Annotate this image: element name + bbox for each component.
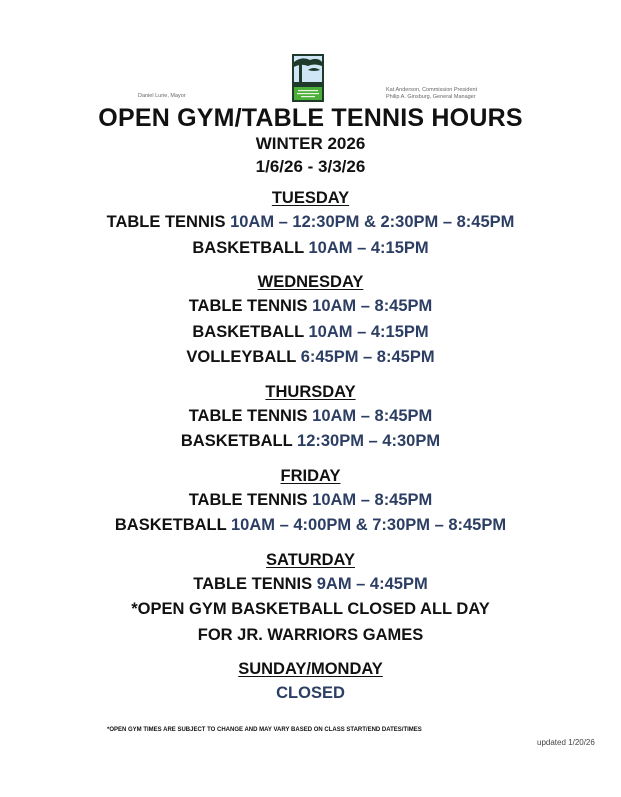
schedule-row: VOLLEYBALL 6:45PM – 8:45PM — [186, 348, 435, 366]
page-title: OPEN GYM/TABLE TENNIS HOURS — [98, 104, 523, 132]
schedule-row: TABLE TENNIS 10AM – 8:45PM — [188, 490, 433, 509]
season-label: WINTER 2026 — [255, 134, 366, 153]
day-section-wednesday — [0, 270, 621, 371]
general-manager: Philip A. Ginsburg, General Manager — [386, 94, 476, 100]
day-section-tuesday — [0, 186, 621, 261]
day-section-friday — [0, 464, 621, 539]
commission-credits — [386, 87, 477, 101]
day-heading: TUESDAY — [271, 189, 350, 207]
closed-label: CLOSED — [276, 684, 345, 702]
schedule-row: BASKETBALL 10AM – 4:15PM — [192, 322, 429, 341]
schedule-row: BASKETBALL 12:30PM – 4:30PM — [180, 432, 441, 450]
schedule-row: TABLE TENNIS 10AM – 12:30PM & 2:30PM – 8:45PM — [106, 213, 515, 231]
schedule-row: TABLE TENNIS 10AM – 8:45PM — [188, 406, 433, 425]
schedule-row: BASKETBALL 10AM – 4:15PM — [192, 238, 429, 257]
day-heading: FRIDAY — [280, 466, 341, 485]
schedule-row: TABLE TENNIS 9AM – 4:45PM — [193, 574, 428, 593]
day-heading: SUNDAY/MONDAY — [238, 660, 383, 678]
schedule — [0, 186, 621, 714]
schedule-row: TABLE TENNIS 10AM – 8:45PM — [188, 297, 433, 315]
day-heading: THURSDAY — [265, 382, 356, 401]
day-heading: SATURDAY — [266, 550, 355, 569]
day-section-thursday — [0, 380, 621, 455]
day-section-saturday — [0, 548, 621, 649]
commission-president: Kat Anderson, Commission President — [386, 87, 478, 93]
updated-date: updated 1/20/26 — [537, 738, 595, 747]
closure-note-reason: FOR JR. WARRIORS GAMES — [197, 625, 424, 644]
day-heading: WEDNESDAY — [257, 273, 364, 291]
day-section-sunday-monday — [0, 657, 621, 705]
rec-park-logo-icon — [292, 54, 324, 102]
date-range: 1/6/26 - 3/3/26 — [255, 157, 366, 176]
closure-note: *OPEN GYM BASKETBALL CLOSED ALL DAY — [131, 600, 490, 618]
schedule-row: BASKETBALL 10AM – 4:00PM & 7:30PM – 8:45PM — [114, 516, 507, 534]
disclaimer-note: *OPEN GYM TIMES ARE SUBJECT TO CHANGE AND MAY VARY BASED ON CLASS START/END DATES/TIMES — [107, 727, 422, 733]
mayor-credit: Daniel Lurie, Mayor — [138, 93, 186, 99]
